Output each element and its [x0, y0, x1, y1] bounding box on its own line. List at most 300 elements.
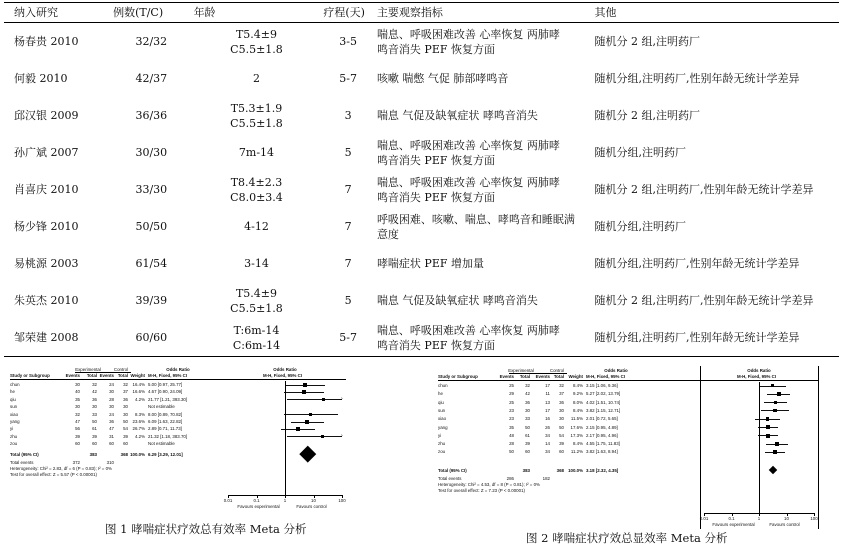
- cell-cases: 33/30: [135, 183, 168, 196]
- col-e-events: Events: [499, 374, 514, 379]
- study-weight: 23.6%: [132, 419, 145, 424]
- e-events: 25: [509, 399, 514, 405]
- cell-outcomes-line: 鸣音消失 PEF 恢复方面: [376, 338, 495, 352]
- c-events: 24: [109, 411, 114, 417]
- cell-study: 邱汉银 2009: [14, 109, 79, 122]
- e-total: 30: [525, 407, 530, 413]
- cell-cases: 60/60: [135, 331, 168, 344]
- cell-outcomes: [375, 134, 593, 171]
- total-c: 368: [120, 451, 128, 457]
- study-ci: 4.67 [0.90, 24.09]: [148, 389, 183, 395]
- favours-experimental-label: Favours experimental: [712, 522, 755, 527]
- x-axis-tick-label: 10: [784, 516, 789, 521]
- e-events: 29: [509, 391, 514, 397]
- cell-age-line: T:6m-14: [233, 323, 280, 337]
- study-weight: 11.2%: [570, 449, 583, 455]
- cell-age: [192, 208, 322, 245]
- heterogeneity-text: Heterogeneity: Chi² = 4.53, df = 8 (P = 0.81); I² = 0%: [438, 481, 540, 487]
- cell-age-line: C5.5±1.8: [230, 301, 283, 315]
- cell-course: 5: [344, 294, 352, 307]
- total-ci: 3.18 [2.32, 4.35]: [586, 467, 619, 473]
- total-events-label: Total events: [10, 459, 34, 465]
- cell-outcomes: [375, 171, 593, 208]
- cell-outcomes: [375, 208, 593, 245]
- col-c-events: Events: [99, 373, 114, 378]
- total-weight: 100.0%: [568, 467, 583, 473]
- cell-outcomes-line: 喘息、呼吸困难改善 心率恢复 两肺哮: [376, 323, 560, 337]
- e-total: 33: [525, 416, 530, 422]
- header-outcomes: 主要观察指标: [376, 6, 443, 19]
- cell-outcomes: [375, 245, 593, 282]
- study-name: zou: [10, 441, 18, 447]
- cell-other: 随机分组,注明药厂: [594, 146, 687, 159]
- cell-study: 邹荣建 2008: [14, 331, 79, 344]
- e-total: 42: [92, 389, 97, 395]
- cell-cases: 39/39: [135, 294, 168, 307]
- study-name: zhu: [438, 441, 446, 447]
- total-ci: 6.29 [3.29, 12.01]: [148, 451, 183, 457]
- cell-outcomes: [375, 282, 593, 319]
- null-effect-line: [759, 382, 760, 513]
- cell-outcomes-line: 喘息、呼吸困难改善 心率恢复 两肺哮: [376, 27, 560, 41]
- cell-outcomes-line: 鸣音消失 PEF 恢复方面: [376, 42, 495, 56]
- study-name: yang: [10, 419, 20, 424]
- table-row: [4, 208, 839, 245]
- header-course: 疗程(天): [323, 6, 365, 19]
- cell-outcomes-line: 咳嗽 喘憋 气促 肺部哮鸣音: [376, 72, 509, 85]
- study-ci: 3.82 [1.63, 8.94]: [586, 449, 618, 455]
- c-events: 30: [109, 389, 114, 395]
- study-name: chun: [10, 382, 20, 387]
- cell-other: 随机分组,注明药厂: [594, 220, 687, 233]
- study-weight: 9.2%: [572, 391, 583, 397]
- col-c-total: Total: [553, 374, 564, 379]
- e-events: 39: [75, 433, 80, 439]
- point-estimate-square: [771, 384, 774, 387]
- point-estimate-square: [777, 392, 780, 395]
- cell-outcomes-line: 意度: [376, 227, 399, 241]
- study-weight: 17.6%: [570, 424, 583, 430]
- c-total: 50: [559, 424, 564, 430]
- cell-outcomes-line: 喘息、呼吸困难改善 心率恢复 两肺哮: [376, 138, 560, 152]
- cell-cases: 61/54: [135, 257, 168, 270]
- cell-age: [192, 23, 322, 61]
- cell-outcomes-line: 喘息 气促及缺氧症状 哮鸣音消失: [376, 109, 538, 122]
- point-estimate-square: [766, 425, 770, 429]
- header-other: 其他: [594, 6, 617, 19]
- cell-age-line: T5.3±1.9: [230, 101, 283, 115]
- plot-frame-right: [818, 366, 819, 529]
- overall-effect-text: Test for overall effect: Z = 5.57 (P < 0.00001): [10, 471, 97, 477]
- e-events: 35: [509, 424, 514, 430]
- study-name: sun: [438, 407, 446, 413]
- c-total: 54: [559, 432, 564, 438]
- study-weight: 11.5%: [570, 416, 583, 422]
- cell-course: 3: [344, 109, 352, 122]
- c-events: 13: [545, 399, 550, 405]
- total-events-e: 286: [506, 475, 514, 481]
- x-axis-tick-label: 100: [810, 516, 818, 521]
- point-estimate-square: [775, 442, 778, 445]
- e-events: 47: [75, 419, 80, 424]
- c-total: 36: [559, 399, 564, 405]
- study-characteristics-table: [4, 2, 839, 357]
- cell-age-line: T5.4±9: [235, 286, 277, 300]
- c-total: 30: [559, 407, 564, 413]
- study-weight: 4.2%: [134, 396, 145, 402]
- study-name: qiu: [10, 396, 16, 402]
- cell-outcomes: [375, 97, 593, 134]
- cell-course: 7: [344, 220, 352, 233]
- e-events: 40: [75, 389, 80, 395]
- experimental-group-header: Experimental: [508, 368, 534, 373]
- point-estimate-square: [766, 417, 769, 420]
- total-label: Total (95% CI): [10, 451, 39, 457]
- col-e-total: Total: [86, 373, 97, 378]
- c-events: 17: [545, 407, 550, 413]
- cell-outcomes-line: 鸣音消失 PEF 恢复方面: [376, 153, 495, 167]
- cell-age-line: 2: [252, 72, 260, 85]
- heterogeneity-text: Heterogeneity: Chi² = 2.83, df = 6 (P = 0.83); I² = 0%: [10, 465, 112, 471]
- figure-2-caption: 图 2 哮喘症状疗效总显效率 Meta 分析: [526, 531, 728, 545]
- study-weight: 4.2%: [134, 433, 145, 439]
- study-ci: 8.00 [0.89, 70.82]: [148, 411, 183, 417]
- cell-other: 随机分 2 组,注明药厂: [594, 109, 701, 122]
- c-events: 30: [109, 404, 114, 410]
- study-weight: 16.6%: [132, 389, 145, 395]
- e-total: 32: [92, 382, 97, 387]
- study-ci: 4.02 [1.51, 10.74]: [586, 399, 621, 405]
- cell-cases: 30/30: [135, 146, 168, 159]
- e-total: 30: [92, 404, 97, 410]
- c-total: 54: [123, 426, 128, 432]
- e-total: 32: [525, 383, 530, 388]
- table-row: [4, 171, 839, 208]
- pooled-estimate-diamond: [300, 446, 316, 462]
- study-weight: 8.4%: [572, 441, 583, 447]
- study-name: sun: [10, 404, 18, 410]
- cell-outcomes-line: 喘息 气促及缺氧症状 哮鸣音消失: [376, 294, 538, 307]
- c-events: 47: [109, 426, 114, 432]
- cell-age: [192, 319, 322, 357]
- e-total: 60: [525, 449, 530, 455]
- total-c: 368: [556, 467, 564, 473]
- total-events-c: 182: [542, 475, 550, 481]
- table-row: [4, 282, 839, 319]
- col-study: Study or Subgroup: [438, 374, 478, 379]
- c-total: 60: [123, 441, 128, 447]
- e-events: 50: [509, 449, 514, 455]
- study-weight: 26.7%: [132, 426, 145, 432]
- header-rule: [10, 379, 346, 380]
- study-ci: 6.09 [1.63, 22.82]: [148, 419, 183, 424]
- e-events: 23: [509, 407, 514, 413]
- cell-course: 3-5: [339, 35, 358, 48]
- study-name: zhu: [10, 433, 18, 439]
- e-total: 39: [92, 433, 97, 439]
- table-row: [4, 23, 839, 61]
- study-ci: 21.77 [1.21, 393.30]: [148, 396, 188, 402]
- cell-course: 5: [344, 146, 352, 159]
- ci-line: [287, 432, 343, 439]
- study-name: yi: [438, 432, 442, 438]
- cell-cases: 36/36: [135, 109, 168, 122]
- ci-arrow-icon: ›: [341, 395, 343, 402]
- cell-age: [192, 245, 322, 282]
- c-total: 30: [123, 404, 128, 410]
- col-e-events: Events: [65, 373, 80, 378]
- cell-age-line: C5.5±1.8: [230, 116, 283, 130]
- c-events: 17: [545, 383, 550, 388]
- study-ci: 2.17 [0.95, 4.96]: [586, 432, 618, 438]
- overall-effect-text: Test for overall effect: Z = 7.23 (P < 0.00001): [438, 487, 525, 493]
- study-ci: Not estimable: [148, 441, 175, 447]
- c-total: 30: [559, 416, 564, 422]
- x-axis-tick-label: 1: [757, 516, 761, 521]
- x-axis-tick-label: 0.1: [728, 516, 735, 521]
- e-events: 28: [509, 441, 514, 447]
- cell-cases: 32/32: [135, 35, 168, 48]
- c-events: 16: [545, 416, 550, 422]
- e-total: 39: [525, 441, 530, 447]
- cell-study: 杨少锋 2010: [14, 220, 79, 233]
- odds-ratio-header-left: Odds Ratio: [604, 368, 628, 373]
- cell-cases: 50/50: [135, 220, 168, 233]
- e-total: 61: [92, 426, 97, 432]
- odds-ratio-header-right: Odds Ratio: [747, 368, 771, 373]
- table-row: [4, 245, 839, 282]
- cell-other: 随机分组,注明药厂,性别年龄无统计学差异: [594, 72, 800, 85]
- forest-plot-marked-effective-rate: [432, 366, 842, 526]
- study-name: xiao: [10, 411, 19, 417]
- cell-outcomes-line: 喘息、呼吸困难改善 心率恢复 两肺哮: [376, 175, 560, 189]
- cell-outcomes-line: 呼吸困难、咳嗽、喘息、哮鸣音和睡眠满: [376, 212, 575, 226]
- cell-cases: 42/37: [135, 72, 168, 85]
- col-c-total: Total: [117, 373, 128, 378]
- study-ci: 3.82 [1.15, 12.71]: [586, 407, 621, 413]
- experimental-group-header: Experimental: [75, 367, 101, 372]
- odds-ratio-header-left: Odds Ratio: [166, 367, 190, 372]
- point-estimate-square: [302, 390, 306, 394]
- total-e: 383: [89, 451, 97, 457]
- col-ci-left: M-H, Fixed, 95% CI: [148, 373, 188, 378]
- x-axis-tick-label: 10: [311, 498, 316, 503]
- cell-outcomes: [375, 319, 593, 357]
- study-weight: 8.3%: [134, 411, 145, 417]
- c-events: 11: [545, 391, 550, 397]
- x-axis-tick-label: 100: [338, 498, 346, 503]
- study-name: he: [10, 389, 15, 395]
- table-row: [4, 319, 839, 357]
- e-events: 60: [75, 441, 80, 447]
- table-row: [4, 97, 839, 134]
- col-ci-right: M-H, Fixed, 95% CI: [737, 374, 777, 379]
- e-total: 50: [525, 424, 530, 430]
- cell-age-line: C5.5±1.8: [230, 42, 283, 56]
- cell-other: 随机分 2 组,注明药厂,性别年龄无统计学差异: [594, 294, 814, 307]
- table-row: [4, 134, 839, 171]
- c-events: 60: [109, 441, 114, 447]
- point-estimate-square: [303, 383, 307, 387]
- study-name: zou: [438, 449, 446, 455]
- e-events: 32: [75, 411, 80, 417]
- cell-study: 杨春贵 2010: [14, 35, 79, 48]
- col-e-total: Total: [519, 374, 530, 379]
- study-name: chun: [438, 383, 448, 388]
- total-label: Total (95% CI): [438, 467, 467, 473]
- c-events: 34: [545, 432, 550, 438]
- cell-study: 肖喜庆 2010: [14, 183, 79, 196]
- e-total: 60: [92, 441, 97, 447]
- c-total: 37: [559, 391, 564, 397]
- cell-study: 易桃源 2003: [14, 257, 79, 270]
- study-ci: 5.00 [0.97, 25.77]: [148, 382, 183, 387]
- header-rule: [438, 380, 818, 381]
- study-name: he: [438, 391, 443, 397]
- e-total: 61: [525, 432, 530, 438]
- cell-other: 随机分组,注明药厂,性别年龄无统计学差异: [594, 331, 800, 344]
- e-events: 48: [509, 432, 514, 438]
- c-events: 31: [109, 433, 114, 439]
- x-axis-tick-label: 0.01: [223, 498, 233, 503]
- study-ci: 5.27 [2.02, 13.79]: [586, 391, 621, 397]
- pooled-estimate-diamond: [769, 466, 777, 474]
- total-events-c: 310: [106, 459, 114, 465]
- cell-course: 5-7: [339, 72, 358, 85]
- cell-age-line: 4-12: [244, 220, 269, 233]
- e-total: 50: [92, 419, 97, 424]
- e-events: 35: [75, 396, 80, 402]
- e-events: 56: [75, 426, 80, 432]
- cell-age: [192, 97, 322, 134]
- cell-age-line: 3-14: [244, 257, 269, 270]
- c-events: 24: [109, 382, 114, 387]
- col-study: Study or Subgroup: [10, 373, 50, 378]
- cell-outcomes: [375, 23, 593, 61]
- c-events: 36: [109, 419, 114, 424]
- col-weight: Weight: [568, 374, 583, 379]
- c-total: 32: [559, 383, 564, 388]
- table-header-row: [4, 3, 839, 23]
- ci-arrow-icon: ›: [341, 432, 343, 439]
- col-ci-right: M-H, Fixed, 95% CI: [263, 373, 303, 378]
- point-estimate-square: [296, 427, 300, 431]
- cell-age: [192, 171, 322, 208]
- study-name: qiu: [438, 399, 444, 405]
- e-events: 23: [509, 416, 514, 422]
- cell-study: 孙广斌 2007: [14, 146, 79, 159]
- control-group-header: Control: [113, 367, 129, 372]
- x-axis-tick-label: 0.01: [699, 516, 709, 521]
- point-estimate-square: [773, 409, 776, 412]
- e-total: 36: [92, 396, 97, 402]
- figure-1-caption: 图 1 哮喘症状疗效总有效率 Meta 分析: [105, 522, 307, 536]
- e-events: 30: [75, 382, 80, 387]
- col-c-events: Events: [535, 374, 550, 379]
- study-name: yang: [438, 424, 448, 430]
- cell-outcomes-line: 哮喘症状 PEF 增加量: [376, 257, 484, 270]
- cell-study: 朱英杰 2010: [14, 294, 79, 307]
- total-weight: 100.0%: [130, 451, 145, 457]
- study-weight: 8.4%: [572, 407, 583, 413]
- e-events: 25: [509, 383, 514, 388]
- point-estimate-square: [322, 398, 325, 401]
- plot-frame-left: [700, 366, 701, 529]
- study-ci: 2.15 [0.95, 4.89]: [586, 424, 618, 430]
- c-events: 28: [109, 396, 114, 402]
- c-total: 39: [559, 441, 564, 447]
- cell-age-line: 7m-14: [238, 146, 275, 159]
- odds-ratio-header-right: Odds Ratio: [273, 367, 297, 372]
- study-ci: 3.15 [1.06, 9.36]: [586, 383, 618, 388]
- x-axis-tick-label: 1: [283, 498, 287, 503]
- header-cases: 例数(T/C): [113, 6, 164, 19]
- study-name: yi: [10, 426, 14, 432]
- col-ci-left: M-H, Fixed, 95% CI: [586, 374, 626, 379]
- total-events-label: Total events: [438, 475, 462, 481]
- point-estimate-square: [309, 413, 312, 416]
- ci-line: [287, 395, 343, 402]
- study-weight: 16.4%: [132, 382, 145, 387]
- c-total: 39: [123, 433, 128, 439]
- cell-course: 7: [344, 183, 352, 196]
- e-total: 36: [525, 399, 530, 405]
- forest-plot-total-effective-rate: [0, 364, 420, 524]
- col-weight: Weight: [130, 373, 145, 378]
- x-axis-tick-label: 0.1: [253, 498, 260, 503]
- c-total: 36: [123, 396, 128, 402]
- c-total: 60: [559, 449, 564, 455]
- null-effect-line: [285, 381, 286, 495]
- point-estimate-square: [773, 450, 776, 453]
- total-e: 383: [522, 467, 530, 473]
- header-study: 纳入研究: [14, 6, 58, 19]
- favours-control-label: Favours control: [769, 522, 800, 527]
- study-ci: 21.32 [1.18, 383.70]: [148, 433, 188, 439]
- study-name: xiao: [438, 416, 447, 422]
- point-estimate-square: [774, 401, 777, 404]
- e-events: 30: [75, 404, 80, 410]
- cell-age-line: C8.0±3.4: [230, 190, 283, 204]
- study-ci: Not estimable: [148, 404, 175, 410]
- c-total: 37: [123, 389, 128, 395]
- cell-other: 随机分 2 组,注明药厂: [594, 35, 701, 48]
- cell-outcomes: [375, 60, 593, 97]
- c-events: 14: [545, 441, 550, 447]
- c-events: 34: [545, 449, 550, 455]
- c-events: 26: [545, 424, 550, 430]
- cell-study: 何毅 2010: [14, 72, 68, 85]
- cell-outcomes-line: 鸣音消失 PEF 恢复方面: [376, 190, 495, 204]
- e-total: 33: [92, 411, 97, 417]
- cell-age-line: C:6m-14: [232, 338, 281, 352]
- study-weight: 8.4%: [572, 383, 583, 388]
- study-ci: 4.55 [1.75, 11.83]: [586, 441, 620, 447]
- cell-other: 随机分组,注明药厂,性别年龄无统计学差异: [594, 257, 800, 270]
- study-weight: 17.3%: [570, 432, 583, 438]
- cell-age-line: T8.4±2.3: [230, 175, 283, 189]
- header-age: 年龄: [193, 6, 216, 19]
- study-ci: 2.01 [0.72, 5.65]: [586, 416, 618, 422]
- table-row: [4, 60, 839, 97]
- cell-age: [192, 134, 322, 171]
- study-ci: 2.89 [0.71, 11.73]: [148, 426, 182, 432]
- c-total: 32: [123, 382, 128, 387]
- favours-control-label: Favours control: [296, 504, 327, 509]
- point-estimate-square: [321, 435, 324, 438]
- table-body: [4, 23, 839, 357]
- cell-age: [192, 282, 322, 319]
